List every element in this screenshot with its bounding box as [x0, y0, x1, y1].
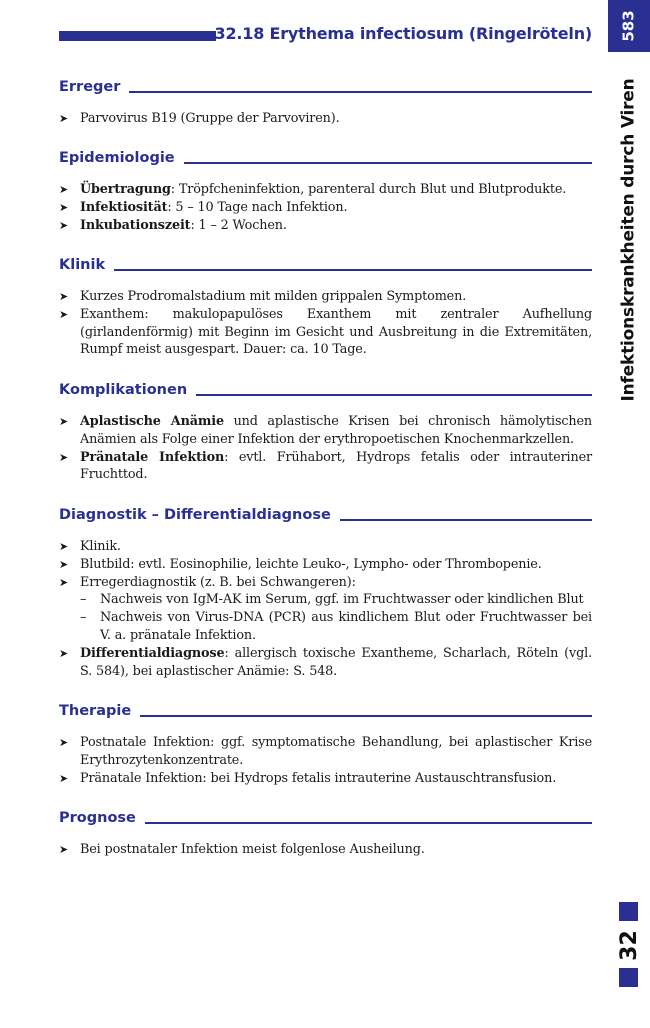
section-erreger	[59, 76, 592, 128]
item-text: Nachweis von IgM-AK im Serum, ggf. im Fruchtwasser oder kindlichen Blut	[100, 592, 584, 608]
page-title: 32.18 Erythema infectiosum (Ringelröteln)	[214, 24, 592, 43]
list-item	[59, 181, 592, 199]
list-item: ➤ Kurzes Prodromalstadium mit milden grippalen Symptomen.	[59, 288, 592, 306]
sub-list-item	[59, 591, 592, 609]
item-text: : evtl. Frühabort, Hydrops fetalis oder intrauteriner Fruchttod.	[80, 449, 592, 483]
list-item: ➤ Bei postnataler Infektion meist folgenlose Ausheilung.	[59, 841, 592, 859]
section-title: Klinik	[59, 257, 106, 273]
list-item: ➤ Pränatale Infektion: bei Hydrops fetalis intrauterine Austauschtransfusion.	[59, 770, 592, 788]
item-term: Aplastische Anämie	[80, 414, 224, 429]
list-item: ➤ Exanthem: makulopapulöses Exanthem mit zentraler Aufhellung (girlandenförmig) mit Beginn im Gesicht und Ausbreitung in die Extremitäten, Rumpf meist ausgespart. Dauer: ca. 10 Tage.	[59, 306, 592, 359]
section-rule	[140, 715, 592, 717]
section-title: Prognose	[59, 810, 136, 826]
running-header	[59, 22, 592, 48]
section-rule	[196, 394, 592, 396]
chapter-side-label	[608, 66, 650, 414]
item-term: Differentialdiagnose	[80, 645, 225, 661]
item-term: Pränatale Infektion	[80, 449, 225, 465]
list-item	[59, 217, 592, 235]
section-title: Komplikationen	[59, 382, 188, 398]
item-text: : 1 – 2 Wochen.	[190, 217, 287, 233]
list-item	[59, 449, 592, 485]
section-rule	[129, 91, 592, 93]
item-text: : allergisch toxische Exantheme, Scharlach, Röteln (vgl. S. 584), bei aplastischer Anämie: S. 548.	[80, 645, 592, 679]
section-title: Diagnostik – Differentialdiagnose	[59, 507, 331, 523]
item-term: Inkubationszeit	[80, 217, 191, 233]
list-item	[59, 413, 592, 449]
item-term: Übertragung	[80, 182, 171, 197]
section-diagnostik	[59, 504, 592, 680]
chapter-label: Infektionskrankheiten durch Viren	[619, 78, 640, 402]
chapter-number-box	[608, 920, 650, 970]
page-number: 583	[620, 10, 638, 42]
chapter-number: 32	[616, 929, 642, 961]
item-text: : 5 – 10 Tage nach Infektion.	[167, 199, 348, 215]
page-number-tab	[608, 0, 650, 52]
list-item	[59, 645, 592, 681]
chapter-marker-bottom	[619, 968, 638, 987]
item-term: Infektiosität	[80, 199, 168, 215]
section-rule	[145, 822, 592, 824]
section-epidemiologie	[59, 147, 592, 234]
list-item: ➤ Parvovirus B19 (Gruppe der Parvoviren).	[59, 110, 592, 128]
list-item: ➤ Erregerdiagnostik (z. B. bei Schwangeren):	[59, 574, 592, 592]
section-rule	[114, 269, 592, 271]
section-komplikationen	[59, 379, 592, 484]
item-text: Nachweis von Virus-DNA (PCR) aus kindlichem Blut oder Fruchtwasser bei V. a. pränatale Infektion.	[100, 610, 592, 643]
chapter-marker-top	[619, 902, 638, 921]
dash-marker: –	[80, 610, 87, 626]
section-rule	[340, 519, 592, 521]
section-rule	[184, 162, 592, 164]
section-title: Erreger	[59, 79, 121, 95]
list-item: ➤ Klinik.	[59, 538, 592, 556]
item-text: : Tröpfcheninfektion, parenteral durch Blut und Blutprodukte.	[170, 182, 567, 197]
section-title: Epidemiologie	[59, 150, 175, 166]
section-therapie	[59, 700, 592, 787]
section-prognose	[59, 807, 592, 859]
list-item: ➤ Blutbild: evtl. Eosinophilie, leichte Leuko-, Lympho- oder Thrombopenie.	[59, 556, 592, 574]
list-item	[59, 199, 592, 217]
section-title: Therapie	[59, 703, 132, 719]
item-text: und aplastische Krisen bei chronisch hämolytischen Anämien als Folge einer Infektion der erythropoetischen Knochenmarkzellen.	[80, 414, 593, 447]
sub-list-item	[59, 609, 592, 645]
section-klinik	[59, 254, 592, 359]
list-item: ➤ Postnatale Infektion: ggf. symptomatische Behandlung, bei aplastischer Krise Erythrozytenkonzentrate.	[59, 734, 592, 770]
dash-marker: –	[80, 592, 87, 608]
header-bar	[59, 31, 216, 41]
